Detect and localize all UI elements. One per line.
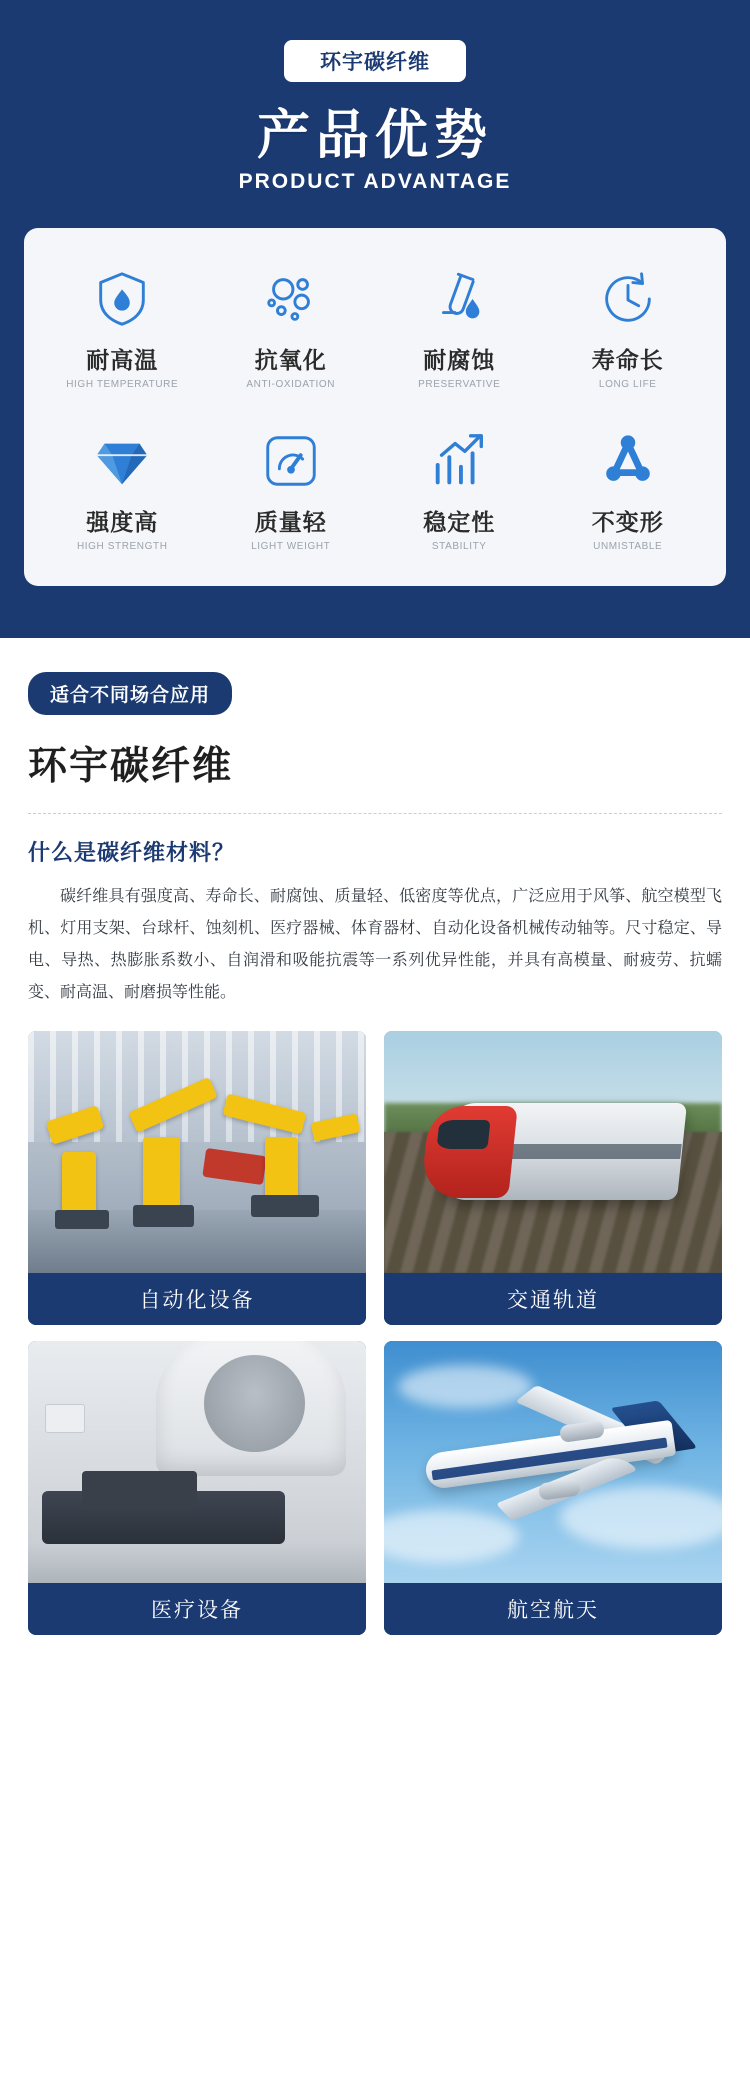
clock-arrow-icon: [591, 262, 665, 336]
feature-item: [207, 258, 376, 398]
feature-label-en: HIGH STRENGTH: [76, 540, 168, 552]
feature-item: [38, 420, 207, 560]
bubbles-icon: [254, 262, 328, 336]
feature-label-en: HIGH TEMPERATURE: [66, 378, 179, 390]
feature-grid: [38, 258, 712, 560]
divider: [28, 813, 722, 814]
shield-flame-icon: [85, 262, 159, 336]
feature-card: [24, 228, 726, 586]
feature-label-en: STABILITY: [431, 540, 487, 552]
feature-label-cn: 耐高温: [86, 346, 159, 373]
feature-label-cn: 稳定性: [423, 508, 496, 535]
feature-label-en: PRESERVATIVE: [418, 378, 501, 390]
feature-item: [375, 420, 544, 560]
application-card: [28, 1341, 366, 1635]
high-speed-train-photo: [384, 1031, 722, 1273]
description-paragraph: 碳纤维具有强度高、寿命长、耐腐蚀、质量轻、低密度等优点，广泛应用于风筝、航空模型飞机、灯用支架、台球杆、蚀刻机、医疗器械、体育器材、自动化设备机械传动轴等。尺寸稳定、导电、导热、热膨胀系数小、自润滑和吸能抗震等一系列优异性能，并具有高模量、耐疲劳、抗蠕变、耐高温、耐磨损等性能。: [28, 887, 722, 1001]
feature-label-en: LONG LIFE: [598, 378, 657, 390]
question-heading: 什么是碳纤维材料？: [28, 839, 236, 865]
medical-ct-scanner-photo: [28, 1341, 366, 1583]
feature-item: [207, 420, 376, 560]
application-card: [384, 1341, 722, 1635]
feature-item: [544, 420, 713, 560]
card-caption: 航空航天: [384, 1583, 722, 1635]
card-caption: 医疗设备: [28, 1583, 366, 1635]
application-section: [0, 638, 750, 1641]
industrial-robots-photo: [28, 1031, 366, 1273]
feature-label-cn: 质量轻: [254, 508, 327, 535]
test-tube-drop-icon: [422, 262, 496, 336]
application-card: [28, 1031, 366, 1325]
bar-chart-arrow-icon: [422, 424, 496, 498]
brand-pill: [284, 40, 466, 82]
application-card: [384, 1031, 722, 1325]
feature-label-en: ANTI-OXIDATION: [246, 378, 336, 390]
feature-label-en: UNMISTABLE: [593, 540, 663, 552]
card-caption: 自动化设备: [28, 1273, 366, 1325]
hero-section: [0, 0, 750, 638]
section-tag-label: 适合不同场合应用: [50, 684, 211, 706]
section-title: 环宇碳纤维: [28, 744, 234, 788]
airplane-photo: [384, 1341, 722, 1583]
gauge-icon: [254, 424, 328, 498]
card-caption: 交通轨道: [384, 1273, 722, 1325]
diamond-icon: [85, 424, 159, 498]
section-tag: [28, 672, 232, 715]
feature-label-cn: 不变形: [591, 508, 664, 535]
feature-item: [38, 258, 207, 398]
feature-label-cn: 寿命长: [591, 346, 664, 373]
feature-label-en: LIGHT WEIGHT: [251, 540, 331, 552]
brand-name: 环宇碳纤维: [320, 51, 430, 74]
feature-item: [544, 258, 713, 398]
feature-label-cn: 抗氧化: [254, 346, 327, 373]
triangle-knot-icon: [591, 424, 665, 498]
page-subtitle: PRODUCT ADVANTAGE: [238, 169, 512, 193]
feature-item: [375, 258, 544, 398]
application-card-grid: [28, 1031, 722, 1641]
page-title: 产品优势: [257, 106, 493, 165]
feature-label-cn: 强度高: [86, 508, 159, 535]
feature-label-cn: 耐腐蚀: [423, 346, 496, 373]
